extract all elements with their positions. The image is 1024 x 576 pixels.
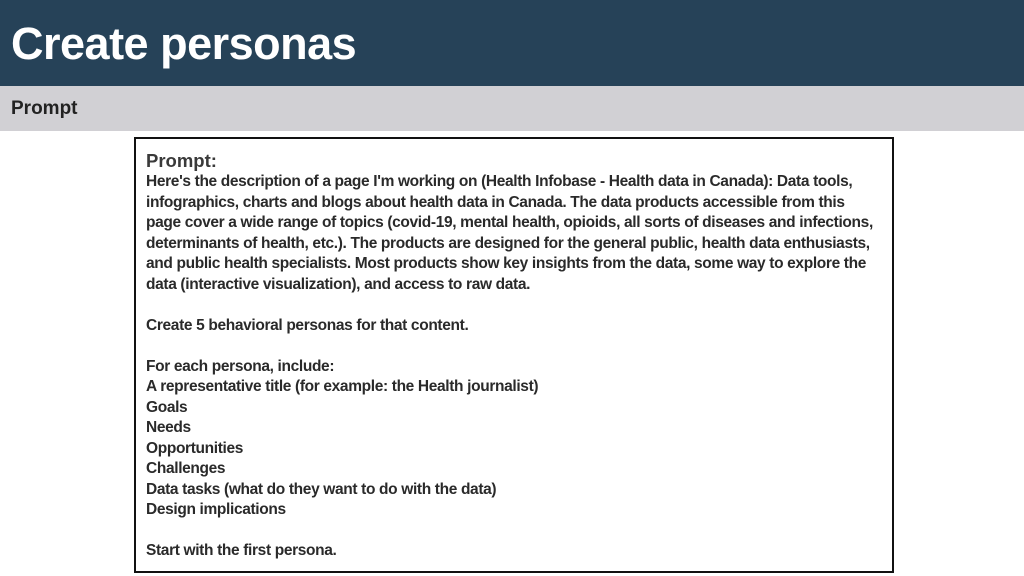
spacer bbox=[146, 521, 882, 542]
prompt-list-item: Challenges bbox=[146, 460, 226, 477]
prompt-list-item: Design implications bbox=[146, 501, 286, 518]
title-bar bbox=[0, 0, 1024, 86]
prompt-list-item: Goals bbox=[146, 398, 188, 416]
prompt-closing: Start with the first persona. bbox=[146, 542, 337, 559]
subtitle-bar bbox=[0, 86, 1024, 131]
prompt-description: Here's the description of a page I'm working on (Health Infobase - Health data in Canada): Data tools, infographics, charts and blogs about health data in Canada. The data products accessible from this page cover a wide range of topics (covid-19, mental health, opioids, all sorts of diseases and infections, determinants of health, etc.). The products are designed for the general public, health data enthusiasts, and public health specialists. Most products show key insights from the data, some way to explore the data (interactive visualization), and access to raw data. bbox=[146, 173, 873, 293]
prompt-instruction: Create 5 behavioral personas for that content. bbox=[146, 316, 469, 334]
spacer bbox=[146, 336, 882, 357]
prompt-list-item: Data tasks (what do they want to do with the data) bbox=[146, 480, 497, 498]
prompt-list-item: A representative title (for example: the Health journalist) bbox=[146, 378, 539, 395]
prompt-include-intro: For each persona, include: bbox=[146, 357, 335, 375]
slide-title: Create personas bbox=[11, 18, 357, 69]
prompt-heading: Prompt: bbox=[146, 150, 217, 171]
prompt-box bbox=[134, 137, 894, 573]
prompt-list-item: Opportunities bbox=[146, 439, 244, 457]
prompt-list-item: Needs bbox=[146, 419, 191, 436]
spacer bbox=[146, 295, 882, 316]
slide-subtitle: Prompt bbox=[11, 98, 78, 119]
